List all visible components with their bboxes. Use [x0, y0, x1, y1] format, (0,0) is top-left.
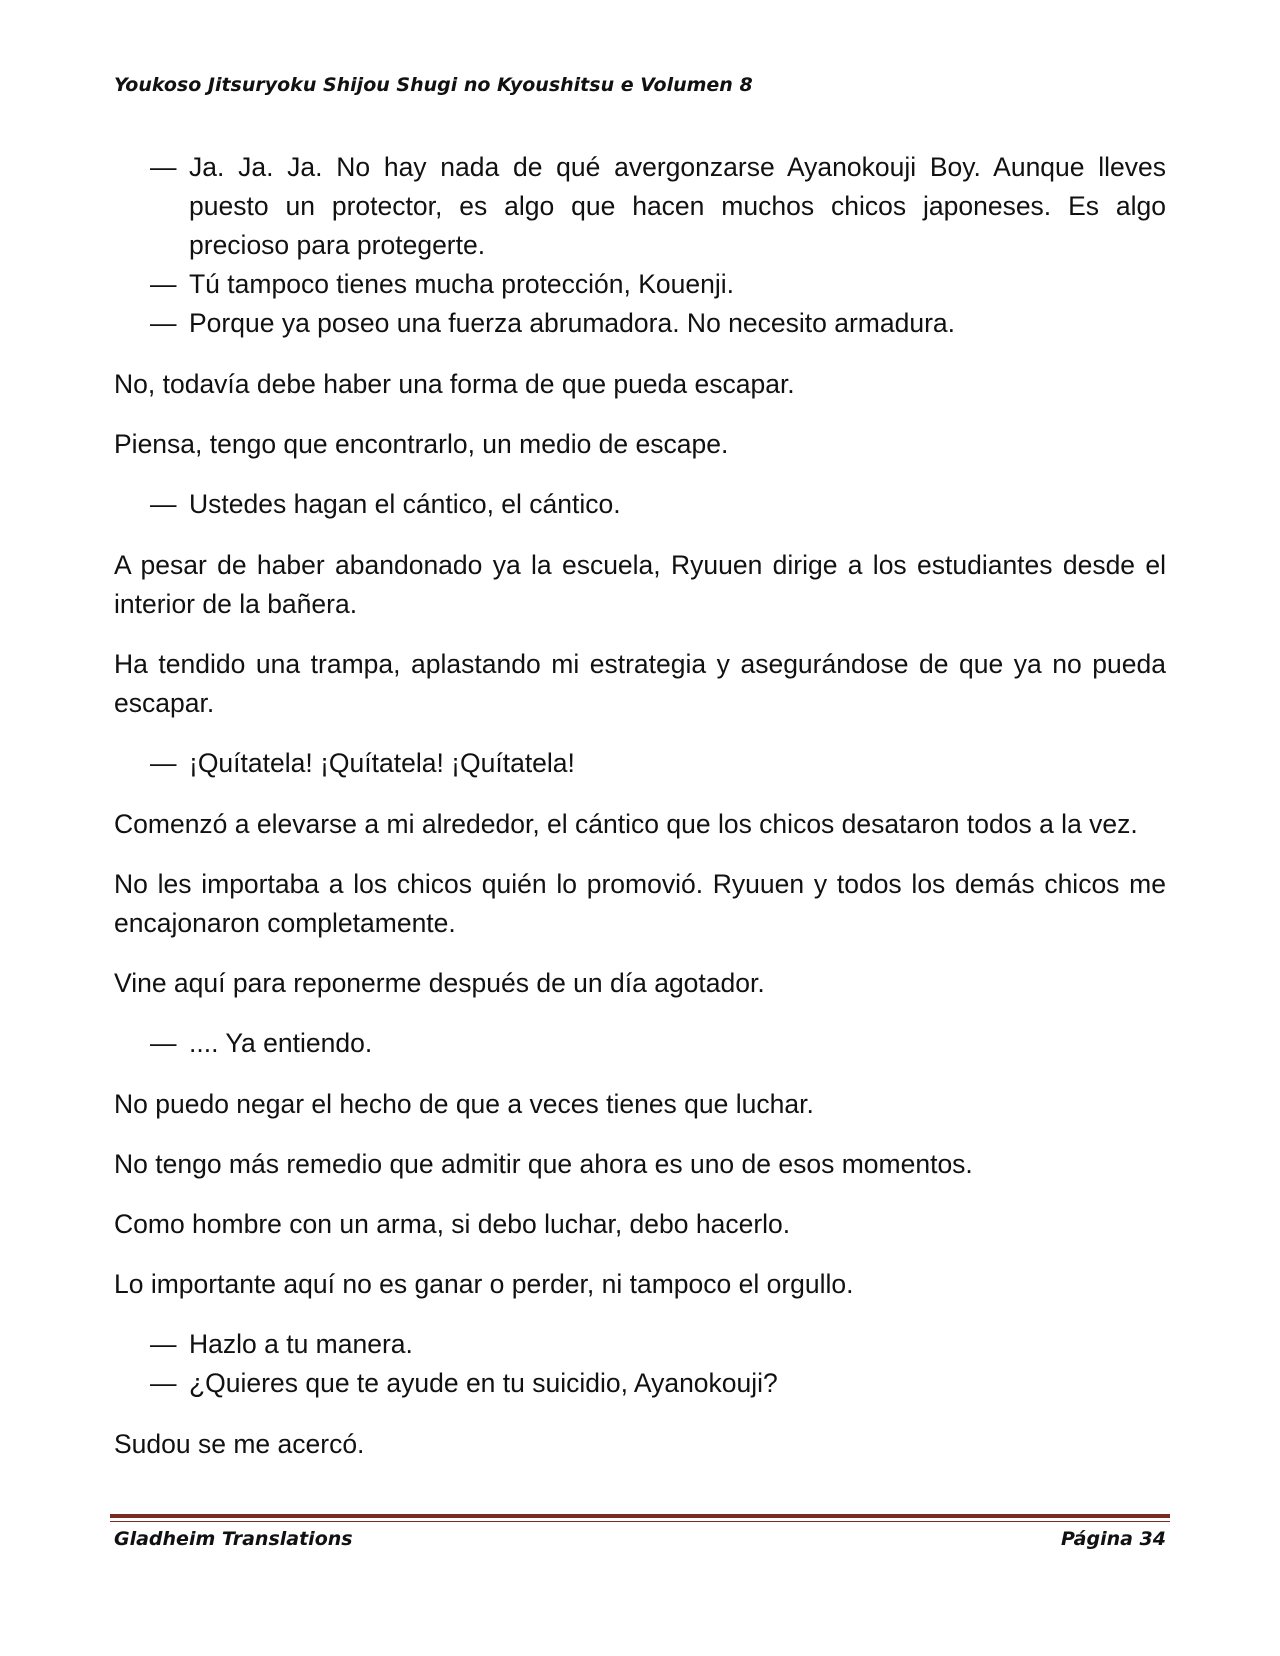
paragraph: Lo importante aquí no es ganar o perder, ni tampoco el orgullo. [114, 1269, 854, 1299]
dialog-text: .... Ya entiendo. [189, 1028, 373, 1058]
dialog-group [114, 744, 1166, 783]
dialog-text: ¡Quítatela! ¡Quítatela! ¡Quítatela! [189, 748, 575, 778]
dialog-dash: — [150, 748, 177, 778]
dialog-group [114, 1325, 1166, 1403]
paragraph: Piensa, tengo que encontrarlo, un medio de escape. [114, 429, 729, 459]
dialog-dash: — [150, 489, 177, 519]
dialog-group [114, 485, 1166, 524]
dialog-line [114, 1325, 1166, 1364]
dialog-text: ¿Quieres que te ayude en tu suicidio, Ayanokouji? [189, 1368, 778, 1398]
footer-divider-thin [110, 1521, 1170, 1522]
dialog-text: Porque ya poseo una fuerza abrumadora. No necesito armadura. [189, 308, 956, 338]
paragraph: Comenzó a elevarse a mi alrededor, el cántico que los chicos desataron todos a la vez. [114, 809, 1138, 839]
dialog-text: Ja. Ja. Ja. No hay nada de qué avergonzarse Ayanokouji Boy. Aunque lleves puesto un protector, es algo que hacen muchos chicos japoneses. Es algo precioso para protegerte. [189, 152, 1166, 260]
paragraph: Sudou se me acercó. [114, 1429, 365, 1459]
paragraph: No tengo más remedio que admitir que ahora es uno de esos momentos. [114, 1149, 973, 1179]
dialog-dash: — [150, 269, 177, 299]
paragraph: No les importaba a los chicos quién lo promovió. Ryuuen y todos los demás chicos me encajonaron completamente. [114, 869, 1166, 938]
paragraph: No puedo negar el hecho de que a veces tienes que luchar. [114, 1089, 814, 1119]
dialog-text: Ustedes hagan el cántico, el cántico. [189, 489, 621, 519]
dialog-line [114, 744, 1166, 783]
dialog-line [114, 304, 1166, 343]
paragraph: Ha tendido una trampa, aplastando mi estrategia y asegurándose de que ya no pueda escapar. [114, 649, 1166, 718]
dialog-line [114, 1024, 1166, 1063]
dialog-group [114, 1024, 1166, 1063]
dialog-line [114, 1364, 1166, 1403]
footer-page-number: Página 34 [1060, 1528, 1166, 1550]
dialog-line [114, 485, 1166, 524]
dialog-group [114, 148, 1166, 343]
dialog-line [114, 265, 1166, 304]
paragraph: Vine aquí para reponerme después de un día agotador. [114, 968, 765, 998]
dialog-dash: — [150, 152, 177, 182]
paragraph: A pesar de haber abandonado ya la escuela, Ryuuen dirige a los estudiantes desde el interior de la bañera. [114, 550, 1166, 619]
footer-divider [110, 1514, 1170, 1518]
page-header-title: Youkoso Jitsuryoku Shijou Shugi no Kyoushitsu e Volumen 8 [114, 74, 753, 96]
dialog-text: Tú tampoco tienes mucha protección, Kouenji. [189, 269, 735, 299]
dialog-dash: — [150, 308, 177, 338]
dialog-line [114, 148, 1166, 265]
paragraph: Como hombre con un arma, si debo luchar, debo hacerlo. [114, 1209, 791, 1239]
dialog-dash: — [150, 1329, 177, 1359]
page-body [114, 148, 1166, 1485]
footer-translator: Gladheim Translations [114, 1528, 353, 1550]
dialog-dash: — [150, 1028, 177, 1058]
dialog-dash: — [150, 1368, 177, 1398]
dialog-text: Hazlo a tu manera. [189, 1329, 413, 1359]
paragraph: No, todavía debe haber una forma de que pueda escapar. [114, 369, 795, 399]
